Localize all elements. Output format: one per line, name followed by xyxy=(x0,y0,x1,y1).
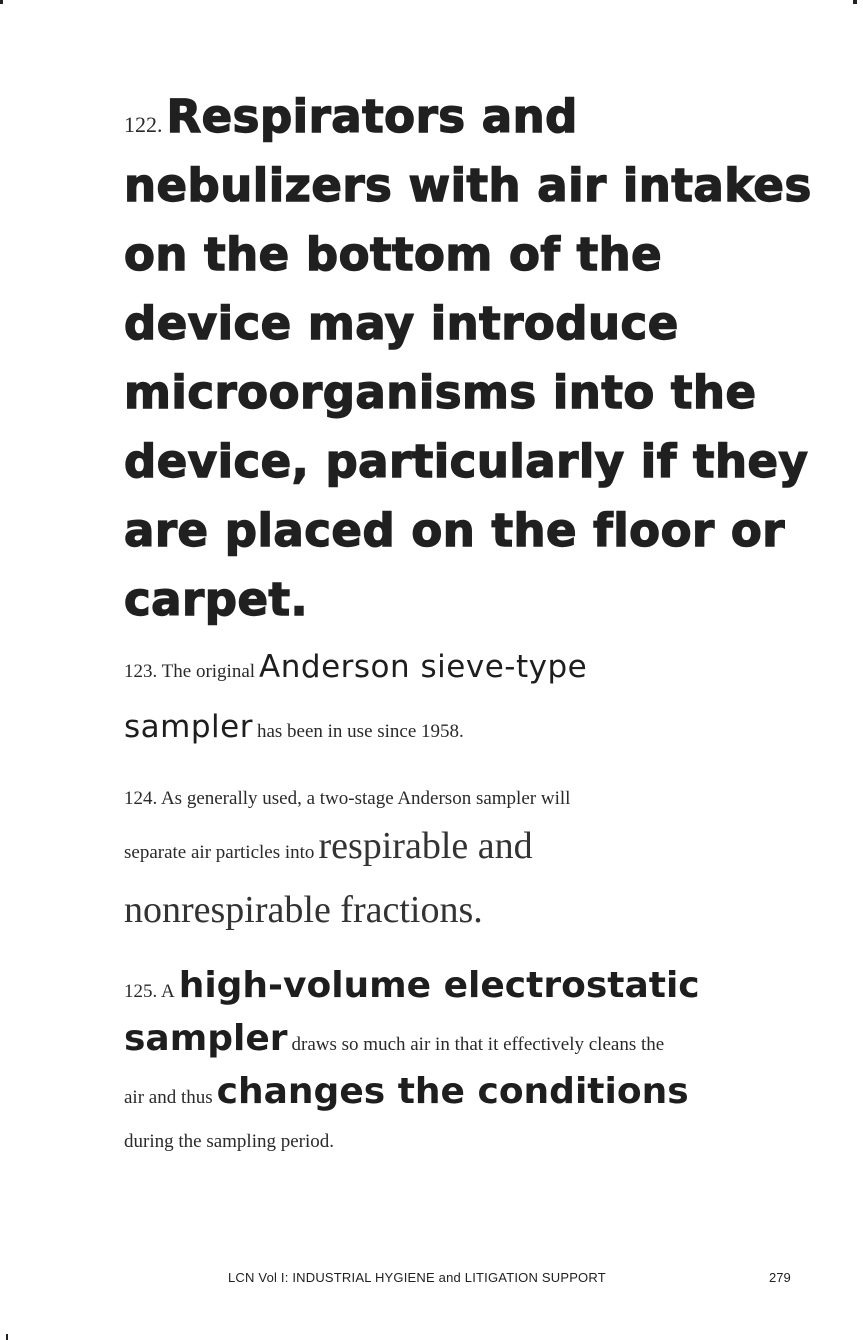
item-122 xyxy=(124,88,814,640)
item-prefix-2: separate air particles into xyxy=(124,842,315,863)
item-prefix: 123. The original xyxy=(124,661,256,682)
running-footer: LCN Vol I: INDUSTRIAL HYGIENE and LITIGATION SUPPORT xyxy=(228,1270,606,1285)
item-display-text: sampler xyxy=(124,709,253,745)
item-display-text: sampler xyxy=(124,1018,288,1059)
item-suffix: has been in use since 1958. xyxy=(256,721,464,742)
item-display-text: changes the conditions xyxy=(216,1071,689,1112)
item-number: 122. xyxy=(124,112,163,137)
item-suffix: during the sampling period. xyxy=(124,1131,335,1152)
item-display-text: respirable and xyxy=(318,825,533,867)
scan-mark xyxy=(6,1334,8,1340)
item-display-text: nonrespirable fractions. xyxy=(124,889,483,931)
item-text-heavy: Respirators and nebulizers with air intakes on the bottom of the device may introduce microorganisms into the device, particularly if they are placed on the floor or carpet. xyxy=(124,90,812,626)
item-124 xyxy=(124,780,814,946)
item-125 xyxy=(124,963,814,1162)
page-number: 279 xyxy=(769,1270,791,1285)
item-display-text: Anderson sieve-type xyxy=(259,649,588,685)
item-prefix: 124. As generally used, a two-stage Anderson sampler will xyxy=(124,788,571,809)
item-prefix: 125. A xyxy=(124,981,175,1002)
item-display-text: high-volume electrostatic xyxy=(178,965,700,1006)
scan-mark xyxy=(853,0,857,4)
scan-mark xyxy=(0,0,3,4)
item-middle: draws so much air in that it effectively cleans the xyxy=(291,1034,665,1055)
item-123 xyxy=(124,640,814,760)
item-middle-2: air and thus xyxy=(124,1087,213,1108)
